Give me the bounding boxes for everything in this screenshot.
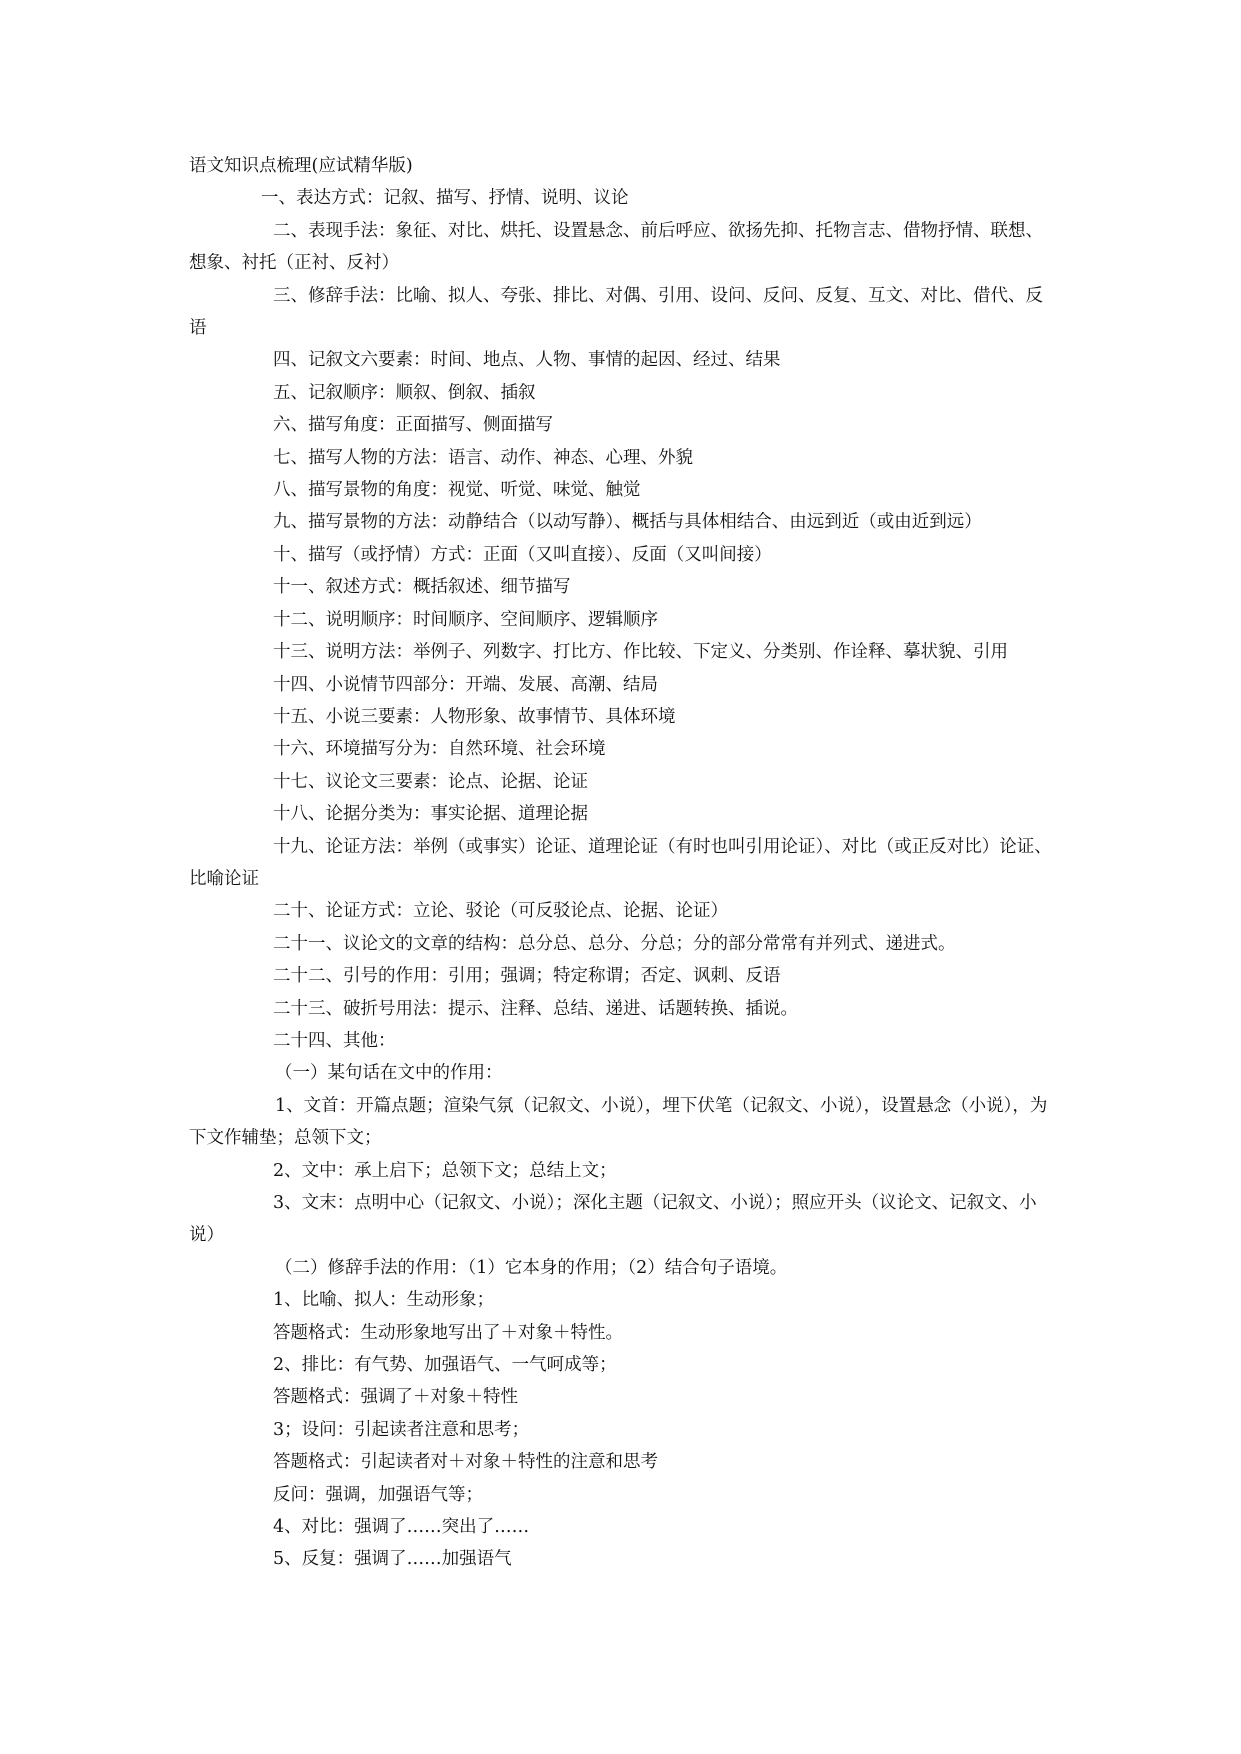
paragraph: 六、描写角度：正面描写、侧面描写 [273,415,553,436]
paragraph: 二十一、议论文的文章的结构：总分总、总分、分总；分的部分常常有并列式、递进式。 [273,933,956,954]
paragraph: 十五、小说三要素：人物形象、故事情节、具体环境 [273,706,676,727]
paragraph: 二、表现手法：象征、对比、烘托、设置悬念、前后呼应、欲扬先抑、托物言志、借物抒情、联想、想象、衬托（正衬、反衬） [189,220,1043,274]
paragraph: （二）修辞手法的作用：（1）它本身的作用；（2）结合句子语境。 [275,1257,788,1278]
paragraph: 一、表达方式：记叙、描写、抒情、说明、议论 [261,188,629,209]
paragraph: 十二、说明顺序：时间顺序、空间顺序、逻辑顺序 [273,609,658,630]
paragraph: 1、文首：开篇点题；渲染气氛（记叙文、小说），埋下伏笔（记叙文、小说），设置悬念（小说），为下文作辅垫；总领下文； [189,1095,1048,1149]
paragraph: 二十二、引号的作用：引用；强调；特定称谓；否定、讽刺、反语 [273,966,781,987]
paragraph: 二十四、其他： [273,1030,396,1051]
paragraph: 十、描写（或抒情）方式：正面（又叫直接）、反面（又叫间接） [273,544,772,565]
paragraph: 二十三、破折号用法：提示、注释、总结、递进、话题转换、插说。 [273,998,798,1019]
paragraph: 十一、叙述方式：概括叙述、细节描写 [273,577,571,598]
document-title: 语文知识点梳理(应试精华版) [189,156,413,176]
paragraph: 2、文中：承上启下；总领下文；总结上文； [273,1160,617,1181]
paragraph: 九、描写景物的方法：动静结合（以动写静）、概括与具体相结合、由远到近（或由近到远） [273,512,982,533]
paragraph: 四、记叙文六要素：时间、地点、人物、事情的起因、经过、结果 [273,350,781,371]
paragraph: 答题格式：强调了＋对象＋特性 [273,1387,518,1408]
paragraph: 十九、论证方法：举例（或事实）论证、道理论证（有时也叫引用论证）、对比（或正反对比）论证、比喻论证 [189,836,1052,889]
paragraph: 5、反复：强调了……加强语气 [273,1549,512,1570]
paragraph: 七、描写人物的方法：语言、动作、神态、心理、外貌 [273,447,693,468]
paragraph: 五、记叙顺序：顺叙、倒叙、插叙 [273,382,536,403]
paragraph: 3；设问：引起读者注意和思考； [273,1419,530,1440]
paragraph: 二十、论证方式：立论、驳论（可反驳论点、论据、论证） [273,901,728,922]
paragraph: 2、排比：有气势、加强语气、一气呵成等； [273,1355,617,1376]
paragraph: 十七、议论文三要素：论点、论据、论证 [273,771,588,792]
paragraph: 4、对比：强调了……突出了…… [273,1517,530,1538]
paragraph: 十四、小说情节四部分：开端、发展、高潮、结局 [273,674,658,695]
paragraph: 答题格式：生动形象地写出了＋对象＋特性。 [273,1322,623,1343]
paragraph: 1、比喻、拟人：生动形象； [273,1290,495,1311]
paragraph: （一）某句话在文中的作用： [275,1063,503,1084]
document-page [189,150,1059,1576]
paragraph: 十六、环境描写分为：自然环境、社会环境 [273,739,606,760]
paragraph: 十三、说明方法：举例子、列数字、打比方、作比较、下定义、分类别、作诠释、摹状貌、引用 [273,642,1008,663]
paragraph: 3、文末：点明中心（记叙文、小说）；深化主题（记叙文、小说）；照应开头（议论文、记叙文、小说） [189,1193,1037,1246]
paragraph: 答题格式：引起读者对＋对象＋特性的注意和思考 [273,1452,658,1473]
paragraph: 十八、论据分类为：事实论据、道理论据 [273,804,588,825]
paragraph: 反问：强调，加强语气等； [273,1484,483,1505]
document-body [189,182,1059,1575]
paragraph: 三、修辞手法：比喻、拟人、夸张、排比、对偶、引用、设问、反问、反复、互文、对比、借代、反语 [189,285,1043,339]
paragraph: 八、描写景物的角度：视觉、听觉、味觉、触觉 [273,480,641,501]
